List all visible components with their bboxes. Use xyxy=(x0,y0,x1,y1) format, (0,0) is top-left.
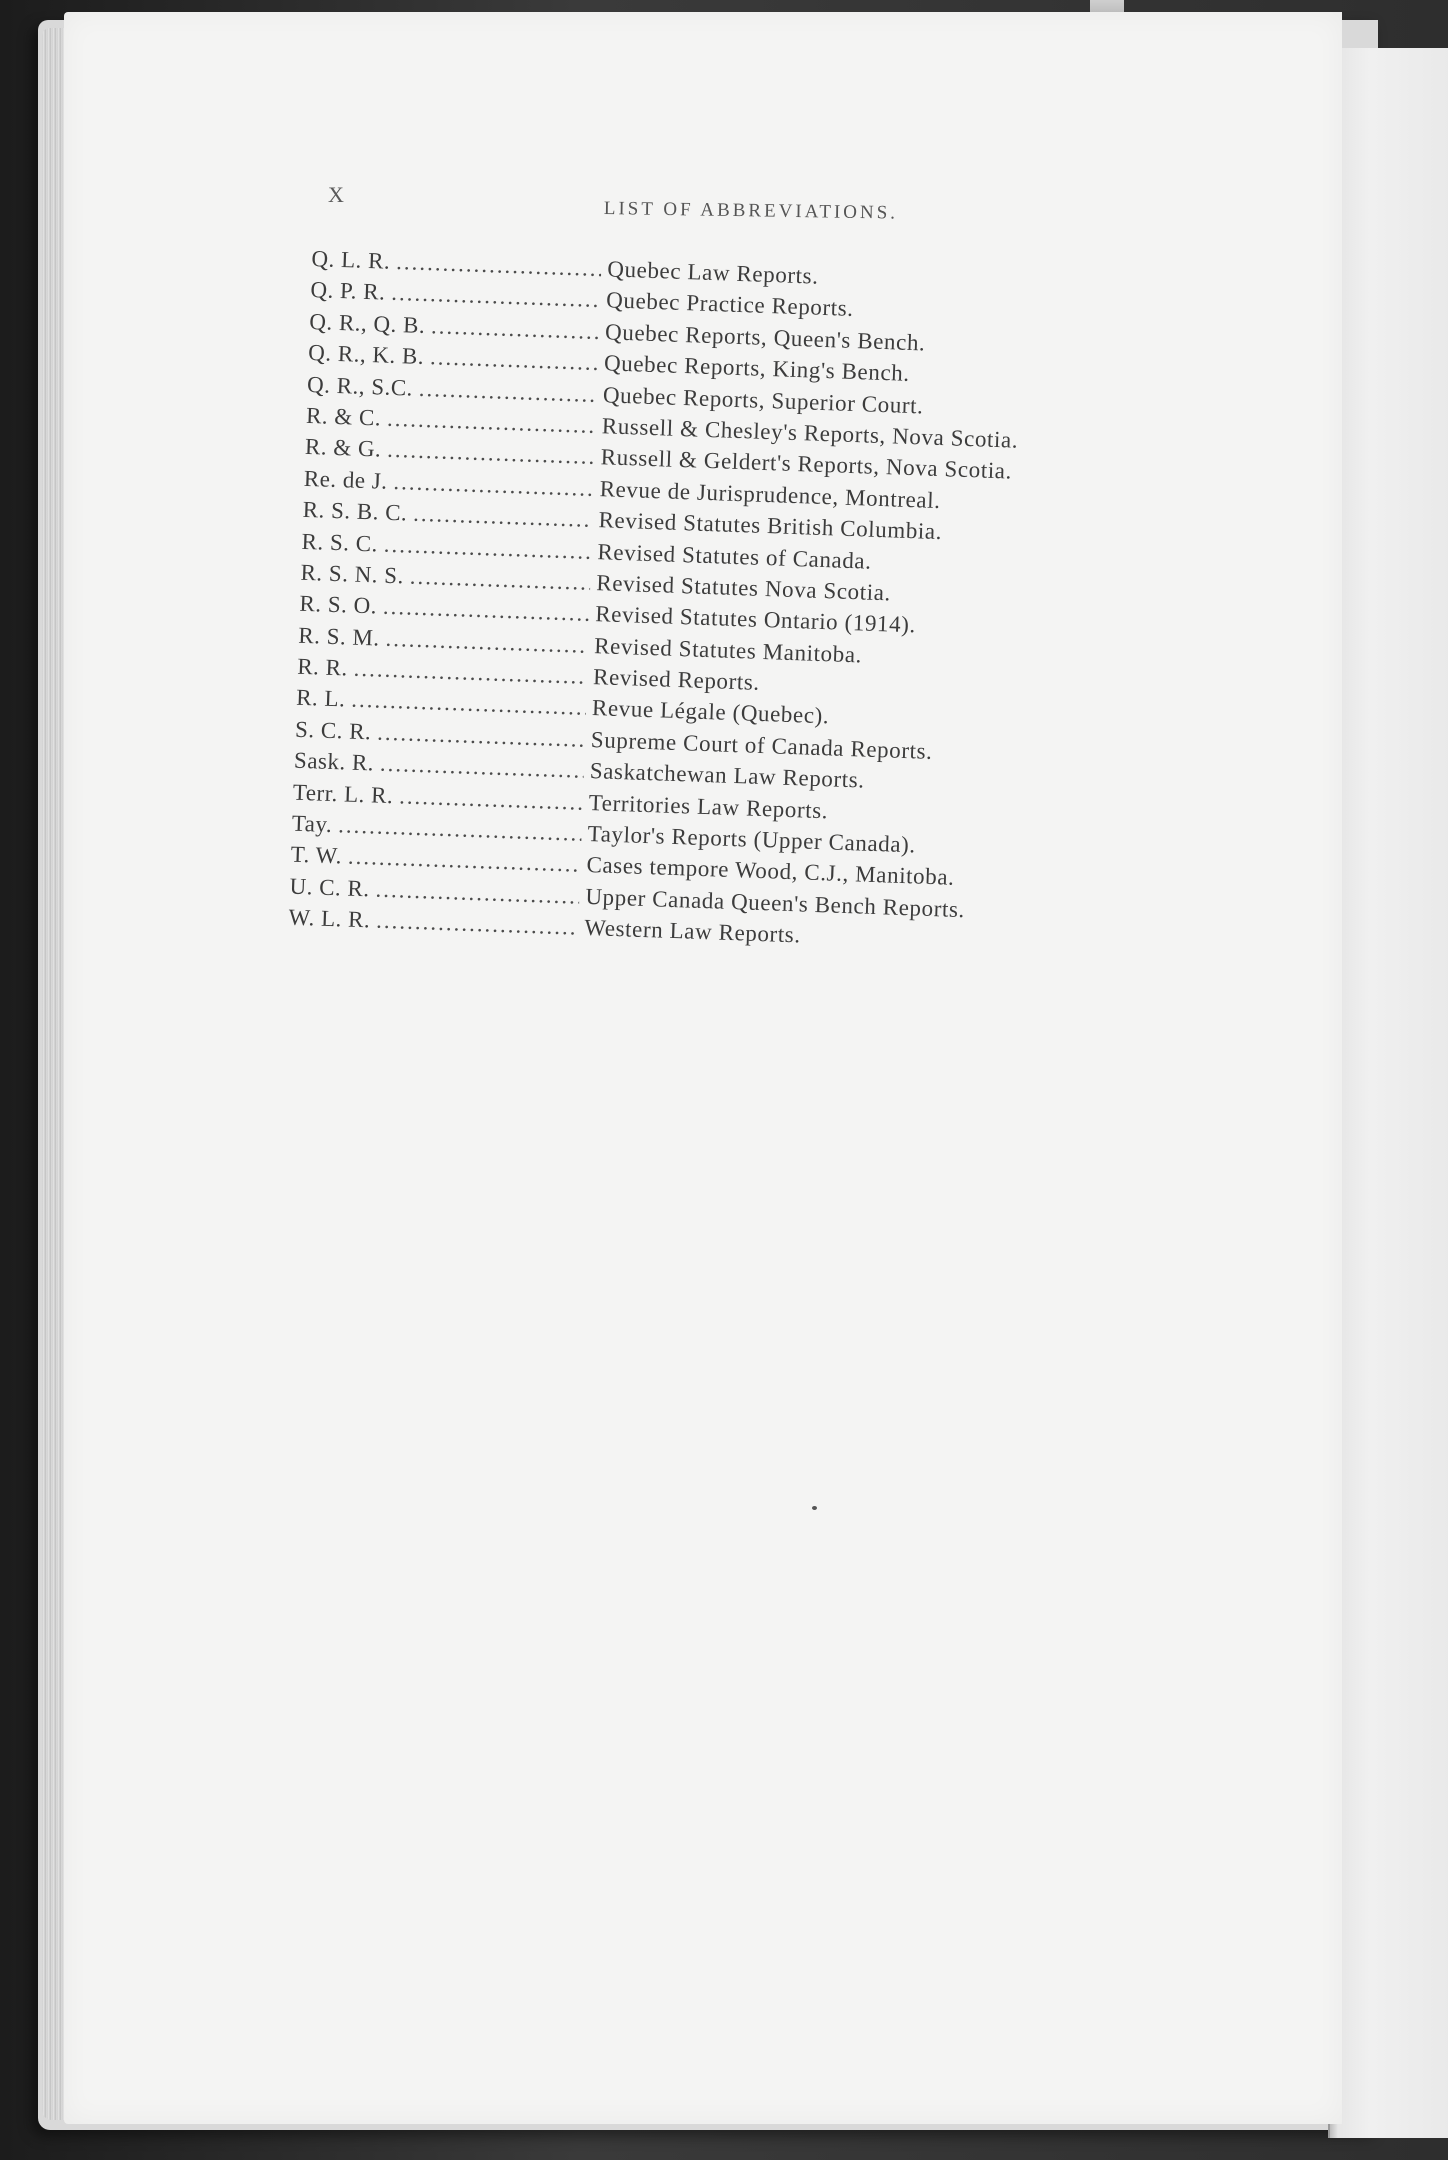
abbreviation-meaning: Cases tempore Wood, C.J., Manitoba. xyxy=(586,852,955,891)
abbreviation-meaning: Upper Canada Queen's Bench Reports. xyxy=(585,883,966,922)
page-header: LIST OF ABBREVIATIONS. xyxy=(603,198,899,224)
abbreviation-meaning: Revised Statutes of Canada. xyxy=(597,538,873,574)
abbreviation-meaning: Territories Law Reports. xyxy=(588,789,829,823)
abbreviation-term: R. & C. xyxy=(305,402,382,431)
abbreviation-meaning: Quebec Reports, Queen's Bench. xyxy=(604,319,926,356)
abbreviation-term: Q. P. R. xyxy=(310,277,386,305)
abbreviation-term: Q. L. R. xyxy=(311,246,391,274)
abbreviation-meaning: Revised Statutes Manitoba. xyxy=(593,632,863,668)
abbreviation-term: R. L. xyxy=(295,685,346,712)
ink-speck xyxy=(812,1506,817,1510)
dot-leader xyxy=(409,564,591,596)
abbreviation-meaning: Quebec Reports, King's Bench. xyxy=(603,350,911,387)
abbreviation-meaning: Quebec Reports, Superior Court. xyxy=(602,381,924,418)
abbreviation-meaning: Revue de Jurisprudence, Montreal. xyxy=(599,475,942,513)
abbreviation-meaning: Russell & Geldert's Reports, Nova Scotia. xyxy=(600,444,1013,484)
dot-leader xyxy=(430,344,599,376)
abbreviation-term: T. W. xyxy=(290,842,343,869)
abbreviation-term: R. S. M. xyxy=(297,622,381,651)
dot-leader xyxy=(399,783,583,815)
abbreviation-term: Re. de J. xyxy=(303,465,388,494)
page-number: X xyxy=(328,182,345,207)
abbreviation-term: S. C. R. xyxy=(294,716,372,745)
abbreviation-term: Q. R., S.C. xyxy=(306,371,414,401)
abbreviation-term: Terr. L. R. xyxy=(292,779,394,808)
abbreviation-list xyxy=(288,246,1142,965)
dot-leader xyxy=(393,469,594,502)
abbreviation-term: W. L. R. xyxy=(288,904,371,933)
abbreviation-meaning: Revised Statutes Ontario (1914). xyxy=(594,601,917,638)
abbreviation-term: Tay. xyxy=(291,810,333,838)
abbreviation-term: U. C. R. xyxy=(289,873,371,902)
abbreviation-meaning: Revised Statutes British Columbia. xyxy=(598,507,943,545)
abbreviation-meaning: Revised Reports. xyxy=(592,664,761,695)
abbreviation-term: R. S. N. S. xyxy=(300,559,405,589)
abbreviation-term: Q. R., Q. B. xyxy=(308,308,426,338)
abbreviation-meaning: Russell & Chesley's Reports, Nova Scotia. xyxy=(601,413,1019,453)
abbreviation-meaning: Quebec Practice Reports. xyxy=(605,287,855,322)
dot-leader xyxy=(418,375,597,407)
abbreviation-term: R. S. C. xyxy=(301,528,379,556)
next-page-edge xyxy=(1328,48,1448,2138)
dot-leader xyxy=(413,501,593,533)
abbreviation-term: Sask. R. xyxy=(293,747,375,776)
abbreviation-term: R. R. xyxy=(296,653,349,681)
abbreviation-term: Q. R., K. B. xyxy=(307,340,425,370)
abbreviation-meaning: Supreme Court of Canada Reports. xyxy=(590,726,933,764)
abbreviation-term: R. S. O. xyxy=(299,591,378,619)
abbreviation-meaning: Saskatchewan Law Reports. xyxy=(589,758,866,793)
abbreviation-term: R. & G. xyxy=(304,434,382,462)
abbreviation-term: R. S. B. C. xyxy=(302,496,408,526)
abbreviation-meaning: Quebec Law Reports. xyxy=(606,256,820,289)
abbreviation-meaning: Revised Statutes Nova Scotia. xyxy=(595,570,892,606)
abbreviation-meaning: Revue Légale (Quebec). xyxy=(591,695,830,729)
abbreviation-meaning: Taylor's Reports (Upper Canada). xyxy=(587,821,917,858)
abbreviation-meaning: Western Law Reports. xyxy=(583,915,802,948)
dot-leader xyxy=(431,313,600,345)
